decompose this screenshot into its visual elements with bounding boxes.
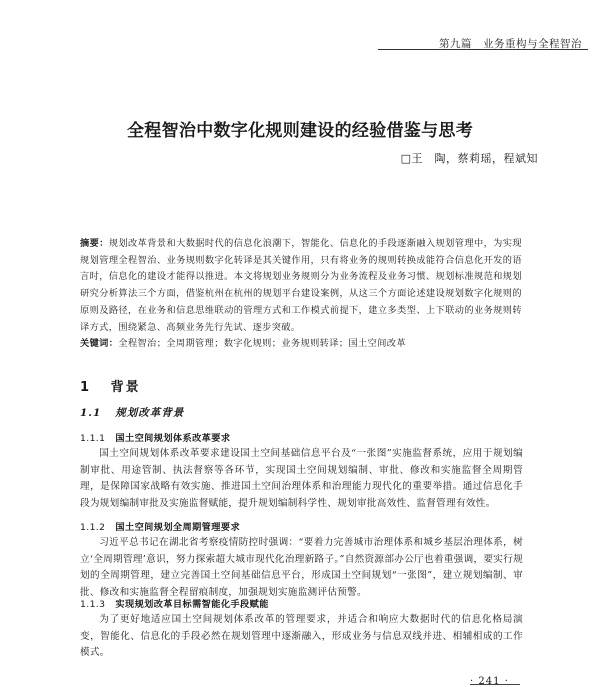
section-number: 1.1.1 (80, 433, 106, 444)
paper-authors: □王 陶，蔡莉瑶，程斌知 (400, 152, 538, 165)
keywords-label: 关键词： (80, 338, 119, 349)
keywords-text: 全程智治；全周期管理；数字化规则；业务规则转译；国土空间改革 (118, 338, 406, 349)
section-title: 国土空间规划全周期管理要求 (115, 522, 241, 533)
abstract-text: 规划改革背景和大数据时代的信息化浪潮下，智能化、信息化的手段逐渐融入规划管理中，为实现规划管理全程智治、业务规则数字化转译是其关键作用，只有将业务的规则转换成能符合信息化开发的语言时，信息化的建设才能得以推进。本文将规划业务规则分为业务流程及业务习惯、规划标准规范和规划研究分析算法三个方面，借鉴杭州在杭州的规划平台建设案例，从这三个方面论述建设规划数字化规则的原则及路径，在业务和信息思维联动的管理方式和工作模式前提下，建立多类型、上下联动的业务规则转译方式，围绕紧急、高频业务先行先试、逐步突破。 (80, 238, 522, 333)
section-heading-1 (80, 376, 141, 395)
section-title: 实现规划改革目标需智能化手段赋能 (115, 599, 269, 610)
section-heading-1-1-1 (80, 430, 230, 444)
section-heading-1-1-3 (80, 596, 269, 610)
running-title: 第九篇 业务重构与全程智治 (439, 38, 582, 50)
paragraph-2: 习近平总书记在湖北省考察疫情防控时强调：“要着力完善城市治理体系和城乡基层治理体系，树立‘全周期管理’意识，努力探索超大城市现代化治理新路子。”自然资源部办公厅也着重强调，要实行规划的全周期管理，建立完善国土空间基础信息平台，形成国土空间规划“一张图”，建立规划编制、审批、修改和实施监督全程留痕制度，加强规划实施监测评估预警。 (80, 537, 523, 598)
paragraph-3: 为了更好地适应国土空间规划体系改革的管理要求，并适合和响应大数据时代的信息化格局演变，智能化、信息化的手段必然在规划管理中逐渐融入，形成业务与信息双线并进、相辅相成的工作模式。 (80, 614, 523, 659)
paragraph-1: 国土空间规划体系改革要求建设国土空间基础信息平台及“一张图”实施监督系统，应用于规划编制审批、用途管制、执法督察等各环节，实现国土空间规划编制、审批、修改和实施监督全周期管理，是保障国家战略有效实施、推进国土空间治理体系和治理能力现代化的重要举措。通过信息化手段为规划编制审批及实施监督赋能，提升规划编制科学性、规划审批高效性、监督管理有效性。 (80, 448, 523, 509)
section-number: 1.1.2 (80, 522, 106, 533)
section-number: 1.1 (80, 407, 102, 419)
section-number: 1.1.3 (80, 599, 106, 610)
page-number: · 241 · (470, 676, 509, 687)
section-heading-1-1-2 (80, 519, 240, 533)
paper-title: 全程智治中数字化规则建设的经验借鉴与思考 (127, 121, 473, 141)
section-title: 国土空间规划体系改革要求 (115, 433, 231, 444)
abstract-label: 摘要： (80, 238, 109, 249)
section-title: 背景 (110, 380, 141, 395)
abstract (80, 236, 522, 336)
section-title: 规划改革背景 (115, 407, 185, 419)
running-header (0, 0, 600, 50)
section-number: 1 (80, 380, 92, 395)
keywords (80, 336, 522, 352)
section-heading-1-1 (80, 405, 184, 420)
